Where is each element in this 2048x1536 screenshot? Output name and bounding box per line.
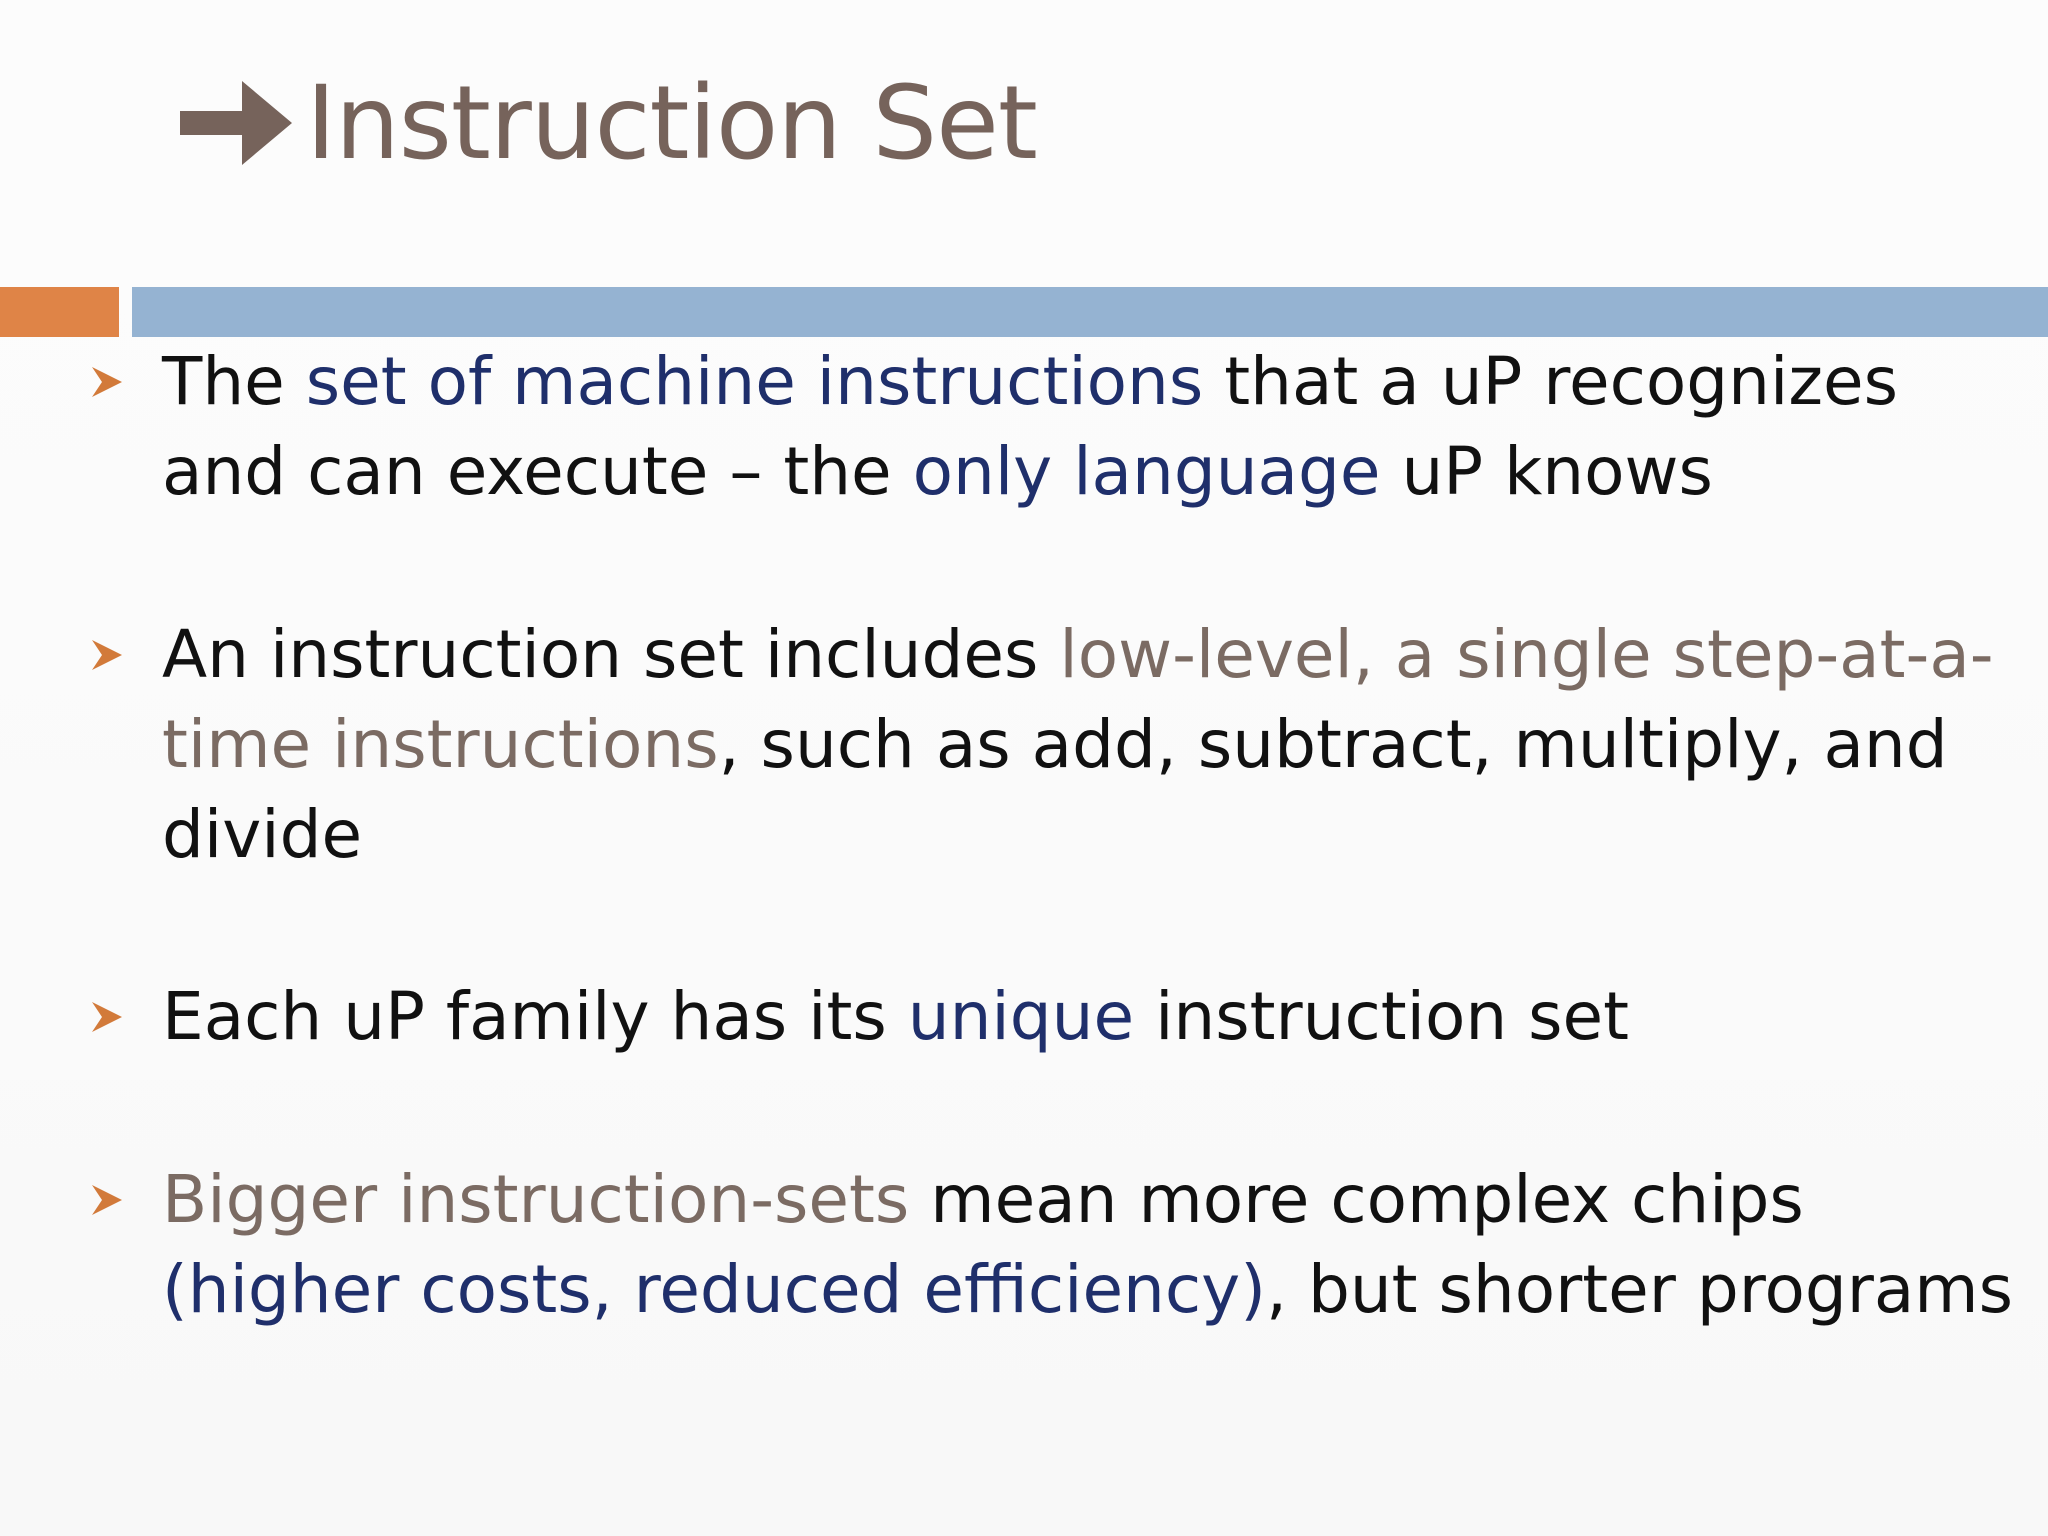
bullet-text: , such as add, subtract, multiply, and: [718, 706, 1948, 783]
bullet-text: , but shorter programs: [1266, 1251, 2013, 1328]
bullet-text: uP knows: [1380, 433, 1713, 510]
bullet-line: [162, 972, 2002, 1062]
bullet-item: [162, 972, 2002, 1062]
bullet-highlight: low-level, a single step-at-a-: [1059, 616, 1994, 693]
bullet-line: [162, 1245, 2013, 1335]
bullet-line: [162, 610, 2002, 700]
bullet-line: [162, 427, 2002, 517]
bullet-item: [162, 337, 2002, 517]
bullet-item: [162, 1155, 2013, 1335]
bullet-item: [162, 610, 2002, 880]
bullet-text: The: [162, 343, 306, 420]
triangle-bullet-icon: [90, 998, 124, 1036]
bullet-text: and can execute – the: [162, 433, 913, 510]
bullet-highlight: unique: [907, 978, 1135, 1055]
slide-title: [180, 58, 1037, 188]
bullet-highlight: time instructions: [162, 706, 719, 783]
bullet-line: [162, 1155, 2002, 1245]
bullet-line: [162, 790, 2002, 880]
bullet-highlight: only language: [912, 433, 1381, 510]
bullet-line: [162, 337, 2002, 427]
bullet-text: that a uP recognizes: [1203, 343, 1898, 420]
bullet-text: Each uP family has its: [162, 978, 908, 1055]
accent-bar-orange: [0, 287, 119, 337]
bullet-highlight: Bigger instruction-sets: [162, 1161, 910, 1238]
bullet-highlight: (higher costs, reduced efficiency): [162, 1251, 1266, 1328]
title-text: Instruction Set: [306, 63, 1037, 183]
bullet-text: instruction set: [1134, 978, 1630, 1055]
bullet-text: divide: [162, 796, 363, 873]
triangle-bullet-icon: [90, 1181, 124, 1219]
bullet-text: An instruction set includes: [162, 616, 1060, 693]
bullet-text: mean more complex chips: [909, 1161, 1804, 1238]
right-arrow-icon: [180, 73, 298, 173]
bullet-highlight: set of machine instructions: [305, 343, 1204, 420]
triangle-bullet-icon: [90, 636, 124, 674]
bullet-line: [162, 700, 2002, 790]
triangle-bullet-icon: [90, 363, 124, 401]
accent-bar-blue: [132, 287, 2048, 337]
